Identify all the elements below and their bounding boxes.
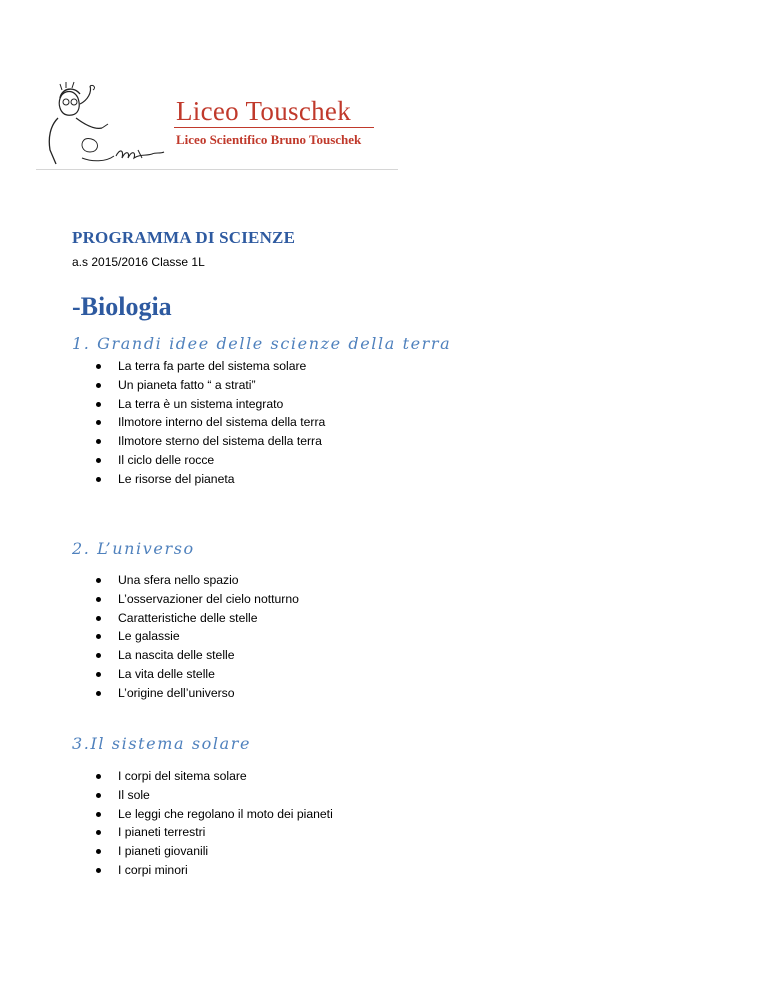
logo-divider (174, 127, 374, 128)
bullet-icon (96, 634, 101, 639)
list-item-text: I pianeti terrestri (118, 825, 206, 840)
program-title: PROGRAMMA DI SCIENZE (72, 228, 296, 247)
list-item-text: Un pianeta fatto “ a strati” (118, 377, 256, 392)
bullet-icon (96, 868, 101, 873)
section-heading-1: 1. Grandi idee delle scienze della terra (72, 334, 452, 353)
bullet-icon (96, 830, 101, 835)
bullet-icon (96, 774, 101, 779)
list-item-text: Il sole (118, 787, 150, 802)
list-item-text: I pianeti giovanili (118, 844, 209, 859)
list-item-text: La terra è un sistema integrato (118, 396, 284, 411)
bullet-icon (96, 616, 101, 621)
bullet-icon (96, 793, 101, 798)
bullet-icon (96, 477, 101, 482)
bullet-icon (96, 597, 101, 602)
bullet-icon (96, 812, 101, 817)
section-heading-2: 2. L’universo (72, 539, 195, 558)
bullet-icon (96, 420, 101, 425)
school-logo (36, 78, 398, 170)
bullet-icon (96, 383, 101, 388)
list-item-text: La vita delle stelle (118, 666, 215, 681)
bullet-icon (96, 691, 101, 696)
bullet-icon (96, 578, 101, 583)
list-item-text: Le risorse del pianeta (118, 471, 235, 486)
list-item-text: Caratteristiche delle stelle (118, 610, 258, 625)
section-heading-3: 3.Il sistema solare (72, 734, 252, 753)
header-divider (36, 169, 398, 170)
list-item-text: Una sfera nello spazio (118, 573, 239, 587)
bullet-icon (96, 653, 101, 658)
bullet-icon (96, 439, 101, 444)
bullet-icon (96, 402, 101, 407)
list-item-text: L’osservazioner del cielo notturno (118, 591, 299, 606)
logo-subtitle: Liceo Scientifico Bruno Touschek (176, 132, 362, 147)
bullet-icon (96, 672, 101, 677)
list-item-text: Le leggi che regolano il moto dei pianeti (118, 806, 333, 821)
logo-title: Liceo Touschek (176, 96, 352, 126)
list-item-text: Il ciclo delle rocce (118, 452, 215, 467)
list-item-text: Ilmotore sterno del sistema della terra (118, 434, 322, 449)
list-item-text: La terra fa parte del sistema solare (118, 359, 307, 373)
list-item-text: I corpi minori (118, 862, 188, 877)
list-item-text: I corpi del sitema solare (118, 769, 247, 783)
bullet-icon (96, 364, 101, 369)
bullet-icon (96, 849, 101, 854)
list-item-text: L’origine dell’universo (118, 685, 235, 700)
bullet-icon (96, 458, 101, 463)
main-heading: -Biologia (72, 292, 172, 321)
touschek-portrait-sketch (36, 78, 166, 170)
list-item-text: La nascita delle stelle (118, 648, 235, 663)
program-subtitle: a.s 2015/2016 Classe 1L (72, 255, 205, 269)
list-item-text: Le galassie (118, 629, 180, 644)
list-item-text: Ilmotore interno del sistema della terra (118, 415, 326, 430)
